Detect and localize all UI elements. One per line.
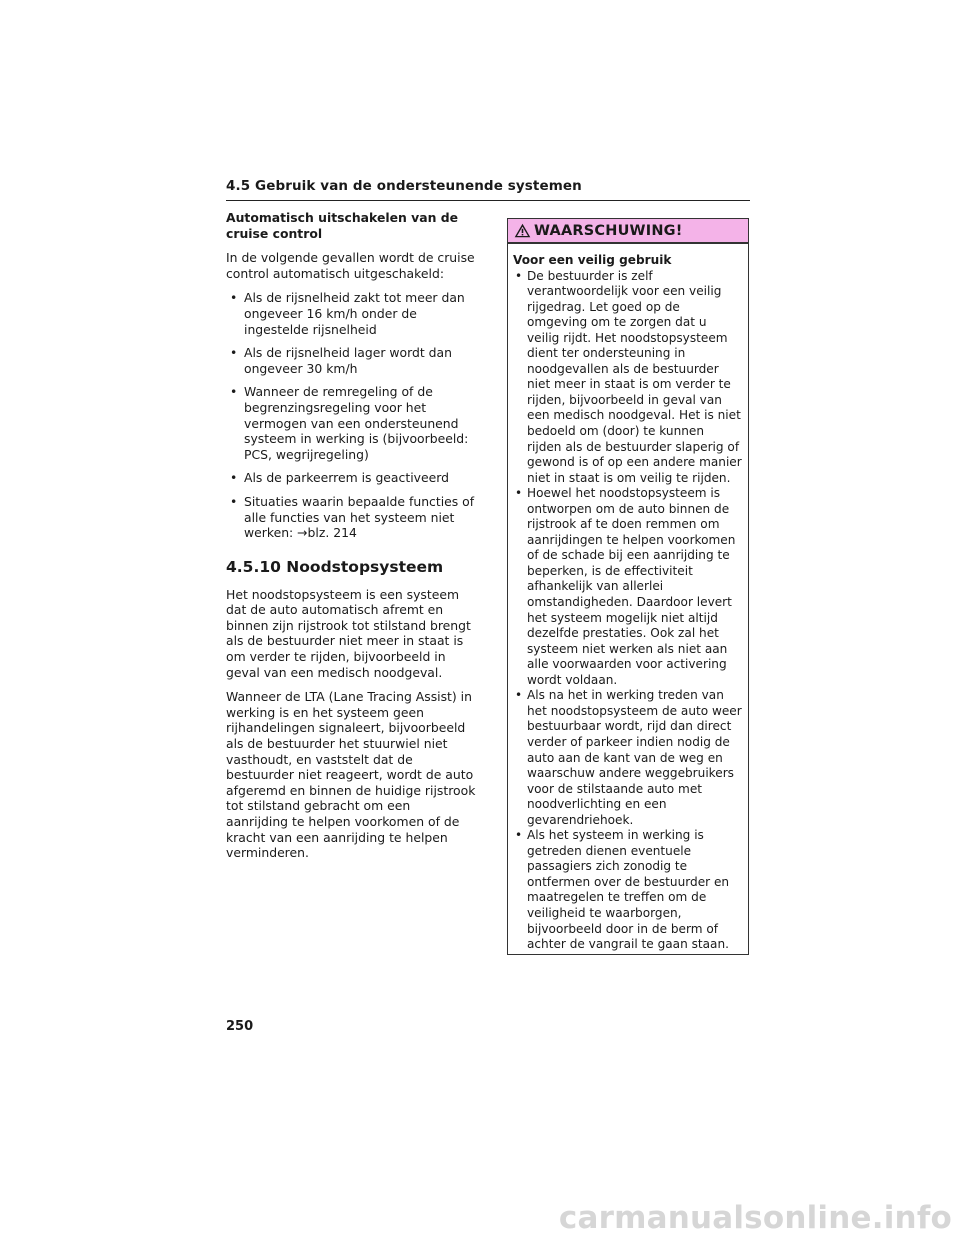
warning-bullet-list xyxy=(513,269,742,953)
bullet-icon: • xyxy=(515,268,523,283)
bullet-icon: • xyxy=(230,384,238,400)
list-item: • Hoewel het noodstopsysteem is ontworpen om de auto binnen de rijstrook af te doen remmen om aanrijdingen te helpen voorkomen of de schade bij een aanrijding te beperken, is de effectiviteit afhankelijk van allerlei omstandigheden. Daardoor levert het systeem mogelijk niet altijd dezelfde prestaties. Ook zal het systeem niet werken als niet aan alle voorwaarden voor activering wordt voldaan. xyxy=(515,486,736,687)
left-column xyxy=(226,210,476,870)
bullet-icon: • xyxy=(230,345,238,361)
warning-title: Voor een veilig gebruik xyxy=(513,253,672,267)
body-paragraph: Het noodstopsysteem is een systeem dat de auto automatisch afremt en binnen zijn rijstrook tot stilstand brengt als de bestuurder niet meer in staat is om verder te rijden, bijvoorbeeld in geval van een medisch noodgeval. xyxy=(226,586,471,680)
bullet-icon: • xyxy=(230,470,238,486)
cruise-control-bullet-list xyxy=(226,290,476,540)
section-title: 4.5.10 Noodstopsysteem xyxy=(226,557,444,576)
warning-body xyxy=(508,244,748,953)
list-item: • Als het systeem in werking is getreden dienen eventuele passagiers zich zonodig te ontfermen over de bestuurder en maatregelen te treffen om de veiligheid te waarborgen, bijvoorbeeld door in de berm of achter de vangrail te gaan staan. xyxy=(515,828,730,952)
list-item: • Als de rijsnelheid lager wordt dan ongeveer 30 km/h xyxy=(230,345,452,376)
body-paragraph: Wanneer de LTA (Lane Tracing Assist) in werking is en het systeem geen rijhandelingen signaleert, bijvoorbeeld als de bestuurder het stuurwiel niet vasthoudt, en vaststelt dat de bestuurder niet reageert, wordt de auto afgeremd en binnen de huidige rijstrook tot stilstand gebracht om een aanrijding te helpen voorkomen of de kracht van een aanrijding te helpen verminderen. xyxy=(226,689,476,861)
list-item: • De bestuurder is zelf verantwoordelijk voor een veilig rijgedrag. Let goed op de omgeving om te zorgen dat u veilig rijdt. Het noodstopsysteem dient ter ondersteuning in noodgevallen als de bestuurder niet meer in staat is om verder te rijden, bijvoorbeeld in geval van een medisch noodgeval. Het is niet bedoeld om (door) te kunnen rijden als de bestuurder slaperig of gewond is of op een andere manier niet in staat is om veilig te rijden. xyxy=(515,268,742,485)
chapter-title: 4.5 Gebruik van de ondersteunende systemen xyxy=(226,178,582,194)
list-item: • Als de parkeerrem is geactiveerd xyxy=(230,470,449,486)
warning-label: WAARSCHUWING! xyxy=(534,222,683,239)
cruise-control-subheading: Automatisch uitschakelen van de cruise control xyxy=(226,210,458,241)
list-item: • Als de rijsnelheid zakt tot meer dan ongeveer 16 km/h onder de ingestelde rijsnelheid xyxy=(230,290,465,337)
bullet-icon: • xyxy=(515,486,523,501)
bullet-icon: • xyxy=(230,493,238,509)
watermark: carmanualsonline.info xyxy=(558,1200,952,1236)
bullet-icon: • xyxy=(515,828,523,843)
list-item: • Als na het in werking treden van het noodstopsysteem de auto weer bestuurbaar wordt, rijd dan direct verder of parkeer indien nodig de auto aan de kant van de weg en waarschuw andere weggebruikers voor de stilstaande auto met noodverlichting en een gevarendriehoek. xyxy=(515,688,742,827)
page-header xyxy=(226,178,750,201)
bullet-icon: • xyxy=(515,688,523,703)
warning-triangle-icon xyxy=(514,223,531,238)
page-number: 250 xyxy=(226,1019,254,1034)
warning-header xyxy=(508,219,748,244)
warning-box xyxy=(507,218,749,955)
bullet-icon: • xyxy=(230,290,238,306)
intro-paragraph: In de volgende gevallen wordt de cruise control automatisch uitgeschakeld: xyxy=(226,250,475,281)
list-item: • Situaties waarin bepaalde functies of alle functies van het systeem niet werken: →blz. 214 xyxy=(230,493,475,541)
list-item: • Wanneer de remregeling of de begrenzingsregeling voor het vermogen van een ondersteunend systeem in werking is (bijvoorbeeld: PCS, wegrijregeling) xyxy=(230,384,469,462)
